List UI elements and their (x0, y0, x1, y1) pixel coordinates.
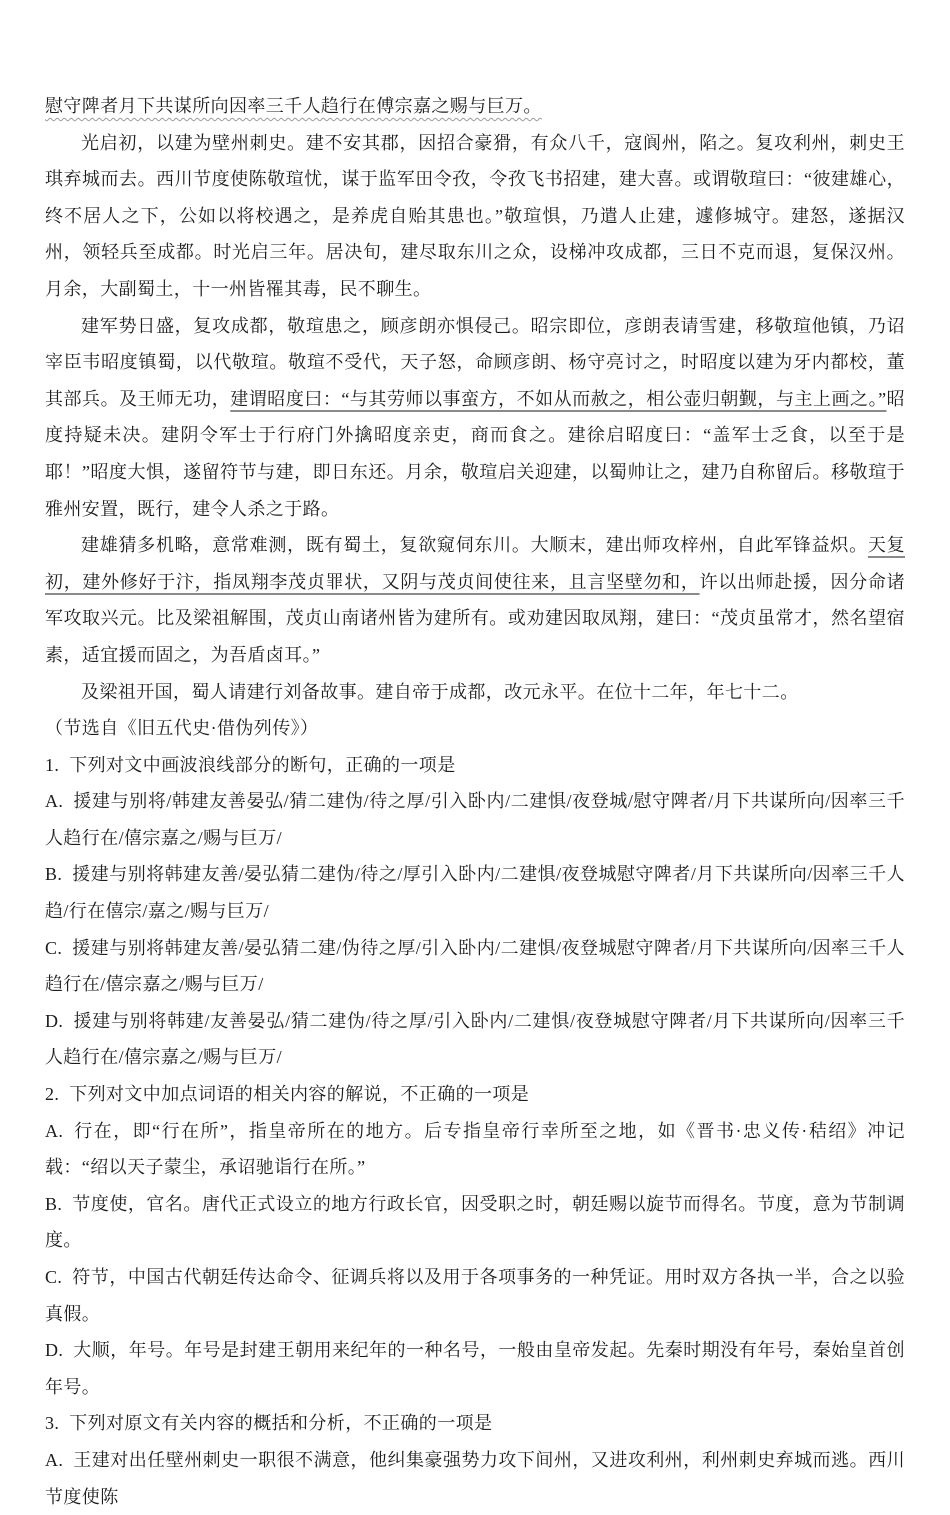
passage-overflow-line (45, 88, 905, 125)
question-1-option-c (45, 930, 905, 1003)
option-text: 行在，即“行在所”，指皇帝所在的地方。后专指皇帝行幸所至之地，如《晋书·忠义传·秸绍》冲记载：“绍以天子蒙尘，承诏驰诣行在所。” (45, 1120, 905, 1178)
underlined-segment: 天复初，建外修好于汴，指凤翔李茂贞罪状，又阴与茂贞间使往来，且言坚壁勿和， (45, 535, 905, 592)
option-label: C. (45, 937, 63, 958)
question-2-stem (45, 1076, 905, 1113)
passage-paragraph-3 (45, 527, 905, 673)
option-label: B. (45, 1193, 63, 1214)
question-1-option-a (45, 783, 905, 856)
option-text: 援建与别将韩建友善/晏弘猜二建伪/待之/厚引入卧内/二建惧/夜登城慰守陴者/月下共谋所向/因率三千人趋/行在僖宗/嘉之/赐与巨万/ (45, 864, 905, 922)
text-run: 建雄猜多机略，意常难测，既有蜀土，复欲窥伺东川。大顺末，建出师攻梓州，自此军锋益炽。 (81, 535, 868, 556)
text-run: 许以出师赴援，因分命诸军攻取兴元。比及梁祖解围，茂贞山南诸州皆为建所有。或劝建因取凤翔，建曰：“茂贞虽常才，然名望宿素，适宜援而固之，为吾盾卤耳。” (45, 571, 905, 665)
question-2-option-a (45, 1113, 905, 1186)
option-label: A. (45, 791, 64, 812)
question-1-stem-text: 下列对文中画波浪线部分的断句，正确的一项是 (69, 754, 456, 775)
text-run: 光启初，以建为壁州刺史。建不安其郡，因招合豪猾，有众八千，寇阆州，陷之。复攻利州，刺史王琪弃城而去。西川节度使陈敬瑄忧，谋于监军田令孜，令孜飞书招建，建大喜。或谓敬瑄曰：“彼建雄心，终不居人之下，公如以将校遇之，是养虎自贻其患也。”敬瑄惧，乃遣人止建，遽修城守。建怒，遂据汉州，领轻兵至成都。时光启三年。居决旬，建尽取东川之众，设梯冲攻成都，三日不克而退，复保汉州。月余，大副蜀土，十一州皆罹其毒，民不聊生。 (45, 132, 905, 299)
passage-paragraph-1 (45, 125, 905, 308)
question-1-number: 1. (45, 754, 60, 775)
question-1-stem (45, 747, 905, 784)
question-2-number: 2. (45, 1084, 60, 1105)
text-run: 建军势日盛，复攻成都，敬瑄患之，顾彦朗亦惧侵己。昭宗即位，彦朗表请雪建，移敬瑄他镇，乃诏宰臣韦昭度镇蜀，以代敬瑄。敬瑄不受代，天子怒，命顾彦朗、杨守亮讨之，时昭度以建为牙内都校，董其部兵。及王师无功， (45, 315, 905, 409)
question-2-stem-text: 下列对文中加点词语的相关内容的解说，不正确的一项是 (69, 1084, 530, 1105)
question-2-option-d (45, 1332, 905, 1405)
option-text: 援建与别将韩建/友善晏弘/猜二建伪/待之厚/引入卧内/二建惧/夜登城慰守陴者/月下共谋所向/因率三千人趋行在/僖宗嘉之/赐与巨万/ (45, 1010, 905, 1068)
question-3-stem-text: 下列对原文有关内容的概括和分析，不正确的一项是 (69, 1413, 493, 1434)
question-2-option-b (45, 1186, 905, 1259)
questions (45, 747, 905, 1515)
passage (45, 88, 905, 747)
text-run: 及梁祖开国，蜀人请建行刘备故事。建自帝于成都，改元永平。在位十二年，年七十二。 (81, 681, 799, 702)
option-text: 援建与别将韩建友善/晏弘猜二建/伪待之厚/引入卧内/二建惧/夜登城慰守陴者/月下共谋所向/因率三千人趋行在/僖宗嘉之/赐与巨万/ (45, 937, 905, 995)
option-label: B. (45, 864, 63, 885)
question-3-stem (45, 1405, 905, 1442)
source-citation (45, 710, 905, 747)
passage-paragraph-4 (45, 674, 905, 711)
question-1-option-b (45, 856, 905, 929)
question-2-option-c (45, 1259, 905, 1332)
option-text: 大顺，年号。年号是封建王朝用来纪年的一种名号，一般由皇帝发起。先秦时期没有年号，秦始皇首创年号。 (45, 1340, 905, 1397)
option-label: A. (45, 1120, 64, 1141)
question-1-option-d (45, 1003, 905, 1076)
passage-paragraph-2 (45, 308, 905, 528)
text-run: （节选自《旧五代史·借伪列传》） (45, 718, 319, 739)
option-label: A. (45, 1449, 64, 1470)
text-run: 昭度持疑未决。建阴令军士于行府门外擒昭度亲吏，商而食之。建徐启昭度曰：“盖军士乏食，以至于是耶！”昭度大惧，遂留符节与建，即日东还。月余，敬瑄启关迎建，以蜀帅让之，建乃自称留后。移敬瑄于雅州安置，既行，建令人杀之于路。 (45, 388, 906, 519)
option-label: C. (45, 1267, 63, 1287)
option-label: D. (45, 1340, 64, 1361)
option-text: 王建对出任壁州刺史一职很不满意，他纠集豪强势力攻下间州，又进攻利州，利州刺史弃城而逃。西川节度使陈 (45, 1449, 905, 1507)
question-3-option-a (45, 1442, 905, 1515)
question-3-number: 3. (45, 1413, 60, 1434)
option-label: D. (45, 1010, 64, 1031)
underlined-segment: 建谓昭度曰：“与其劳师以事蛮方，不如从而赦之，相公壶归朝觐，与主上画之。” (230, 388, 887, 409)
option-text: 符节，中国古代朝廷传达命令、征调兵将以及用于各项事务的一种凭证。用时双方各执一半，合之以验真假。 (45, 1267, 905, 1324)
underlined-segment: 慰守陴者月下共谋所向因率三千人趋行在傅宗嘉之赐与巨万。 (45, 96, 542, 116)
option-text: 节度使，官名。唐代正式设立的地方行政长官，因受职之时，朝廷赐以旋节而得名。节度，意为节制调度。 (45, 1193, 905, 1251)
option-text: 援建与别将/韩建友善晏弘/猜二建伪/待之厚/引入卧内/二建惧/夜登城/慰守陴者/月下共谋所向/因率三千人趋行在/僖宗嘉之/赐与巨万/ (45, 791, 905, 848)
